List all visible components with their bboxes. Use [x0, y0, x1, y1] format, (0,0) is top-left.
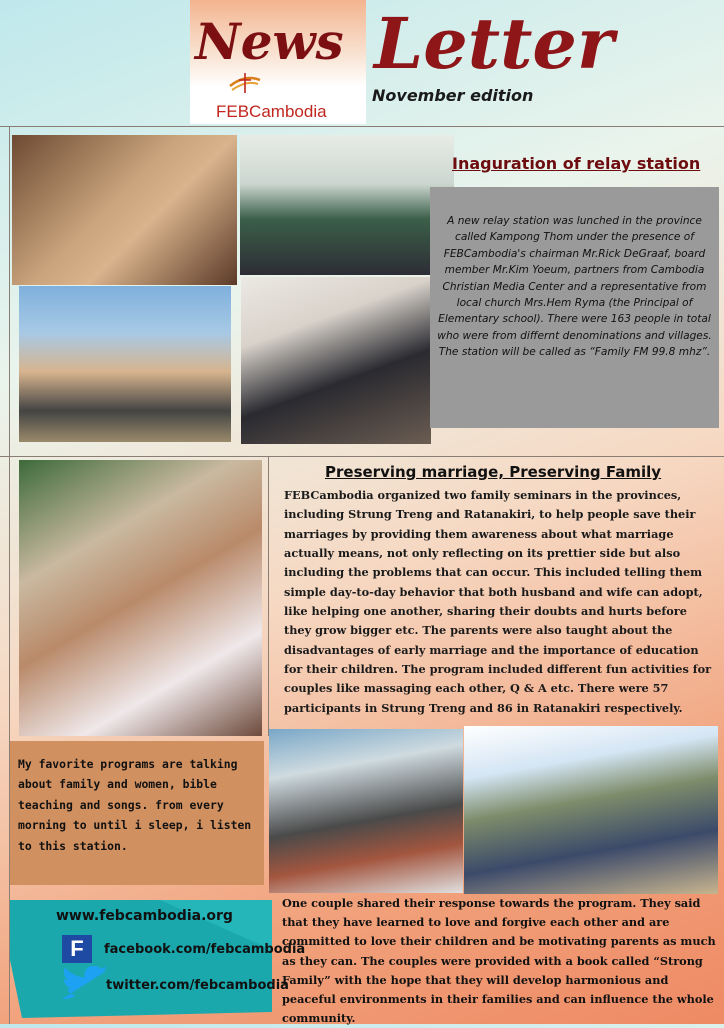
group-outside-station-photo [19, 286, 231, 442]
section-heading-marriage: Preserving marriage, Preserving Family [325, 463, 662, 481]
facebook-icon[interactable]: F [62, 935, 92, 963]
twitter-icon[interactable] [62, 966, 110, 1002]
prayer-photo [241, 277, 431, 444]
divider [0, 456, 724, 457]
edition-label: November edition [372, 86, 534, 105]
couple-with-book-photo [269, 729, 463, 893]
relay-station-info-box [430, 187, 719, 428]
marriage-seminar-text: FEBCambodia organized two family seminars in the provinces, including Strung Treng and Ratanakiri, to help people save their marriages by providing them awareness about what marriage actually means, not only reflecting on its prettier side but also including the problems that can occur. This included telling them simple day-to-day behavior that both husband and wife can adopt, like helping one another, sharing their doubts and hurts before they grow bigger etc. The parents were also taught about the disadvantages of early marriage and the importance of education for their children. The program included different fun activities for couples like massaging each other, Q & A etc. There were 57 participants in Strung Treng and 86 in Ratanakiri respectively. [284, 488, 712, 715]
website-link[interactable]: www.febcambodia.org [56, 908, 233, 924]
listener-portrait-photo [19, 460, 262, 736]
divider [9, 127, 10, 1024]
febc-logo-icon [228, 72, 262, 94]
couple-response-text: One couple shared their response towards the program. They said that they have learned to love and forgive each other and are committed to love their children and be motivating parents as much as they can. The couples were provided with a book called “Strong Family” with the hope that they will develop harmonious and peaceful environments in their families and can influence the whole community. [282, 896, 716, 1026]
divider [268, 456, 269, 736]
divider [0, 126, 724, 127]
facebook-link[interactable]: facebook.com/febcambodia [104, 942, 306, 957]
section-heading-relay-station: Inaguration of relay station [452, 154, 701, 173]
twitter-link[interactable]: twitter.com/febcambodia [106, 978, 289, 993]
ribbon-cutting-photo [12, 135, 237, 285]
listener-quote-text: My favorite programs are talking about family and women, bible teaching and songs. from every morning to until i sleep, i listen to this station. [18, 757, 252, 853]
seminar-group-photo [464, 726, 718, 894]
relay-station-text: A new relay station was lunched in the province called Kampong Thom under the presence of FEBCambodia's chairman Mr.Rick DeGraaf, board member Mr.Kim Yoeum, partners from Cambodia Christian Media Center and a representative from local church Mrs.Hem Ryma (the Principal of Elementary school). There were 163 people in total who were from differnt denominations and villages. The station will be called as “Family FM 99.8 mhz”. [437, 215, 712, 359]
title-news: News [195, 12, 344, 71]
audience-photo [240, 135, 454, 275]
title-letter: Letter [374, 2, 614, 85]
listener-quote-box [10, 741, 264, 885]
brand-name: FEBCambodia [216, 102, 327, 121]
